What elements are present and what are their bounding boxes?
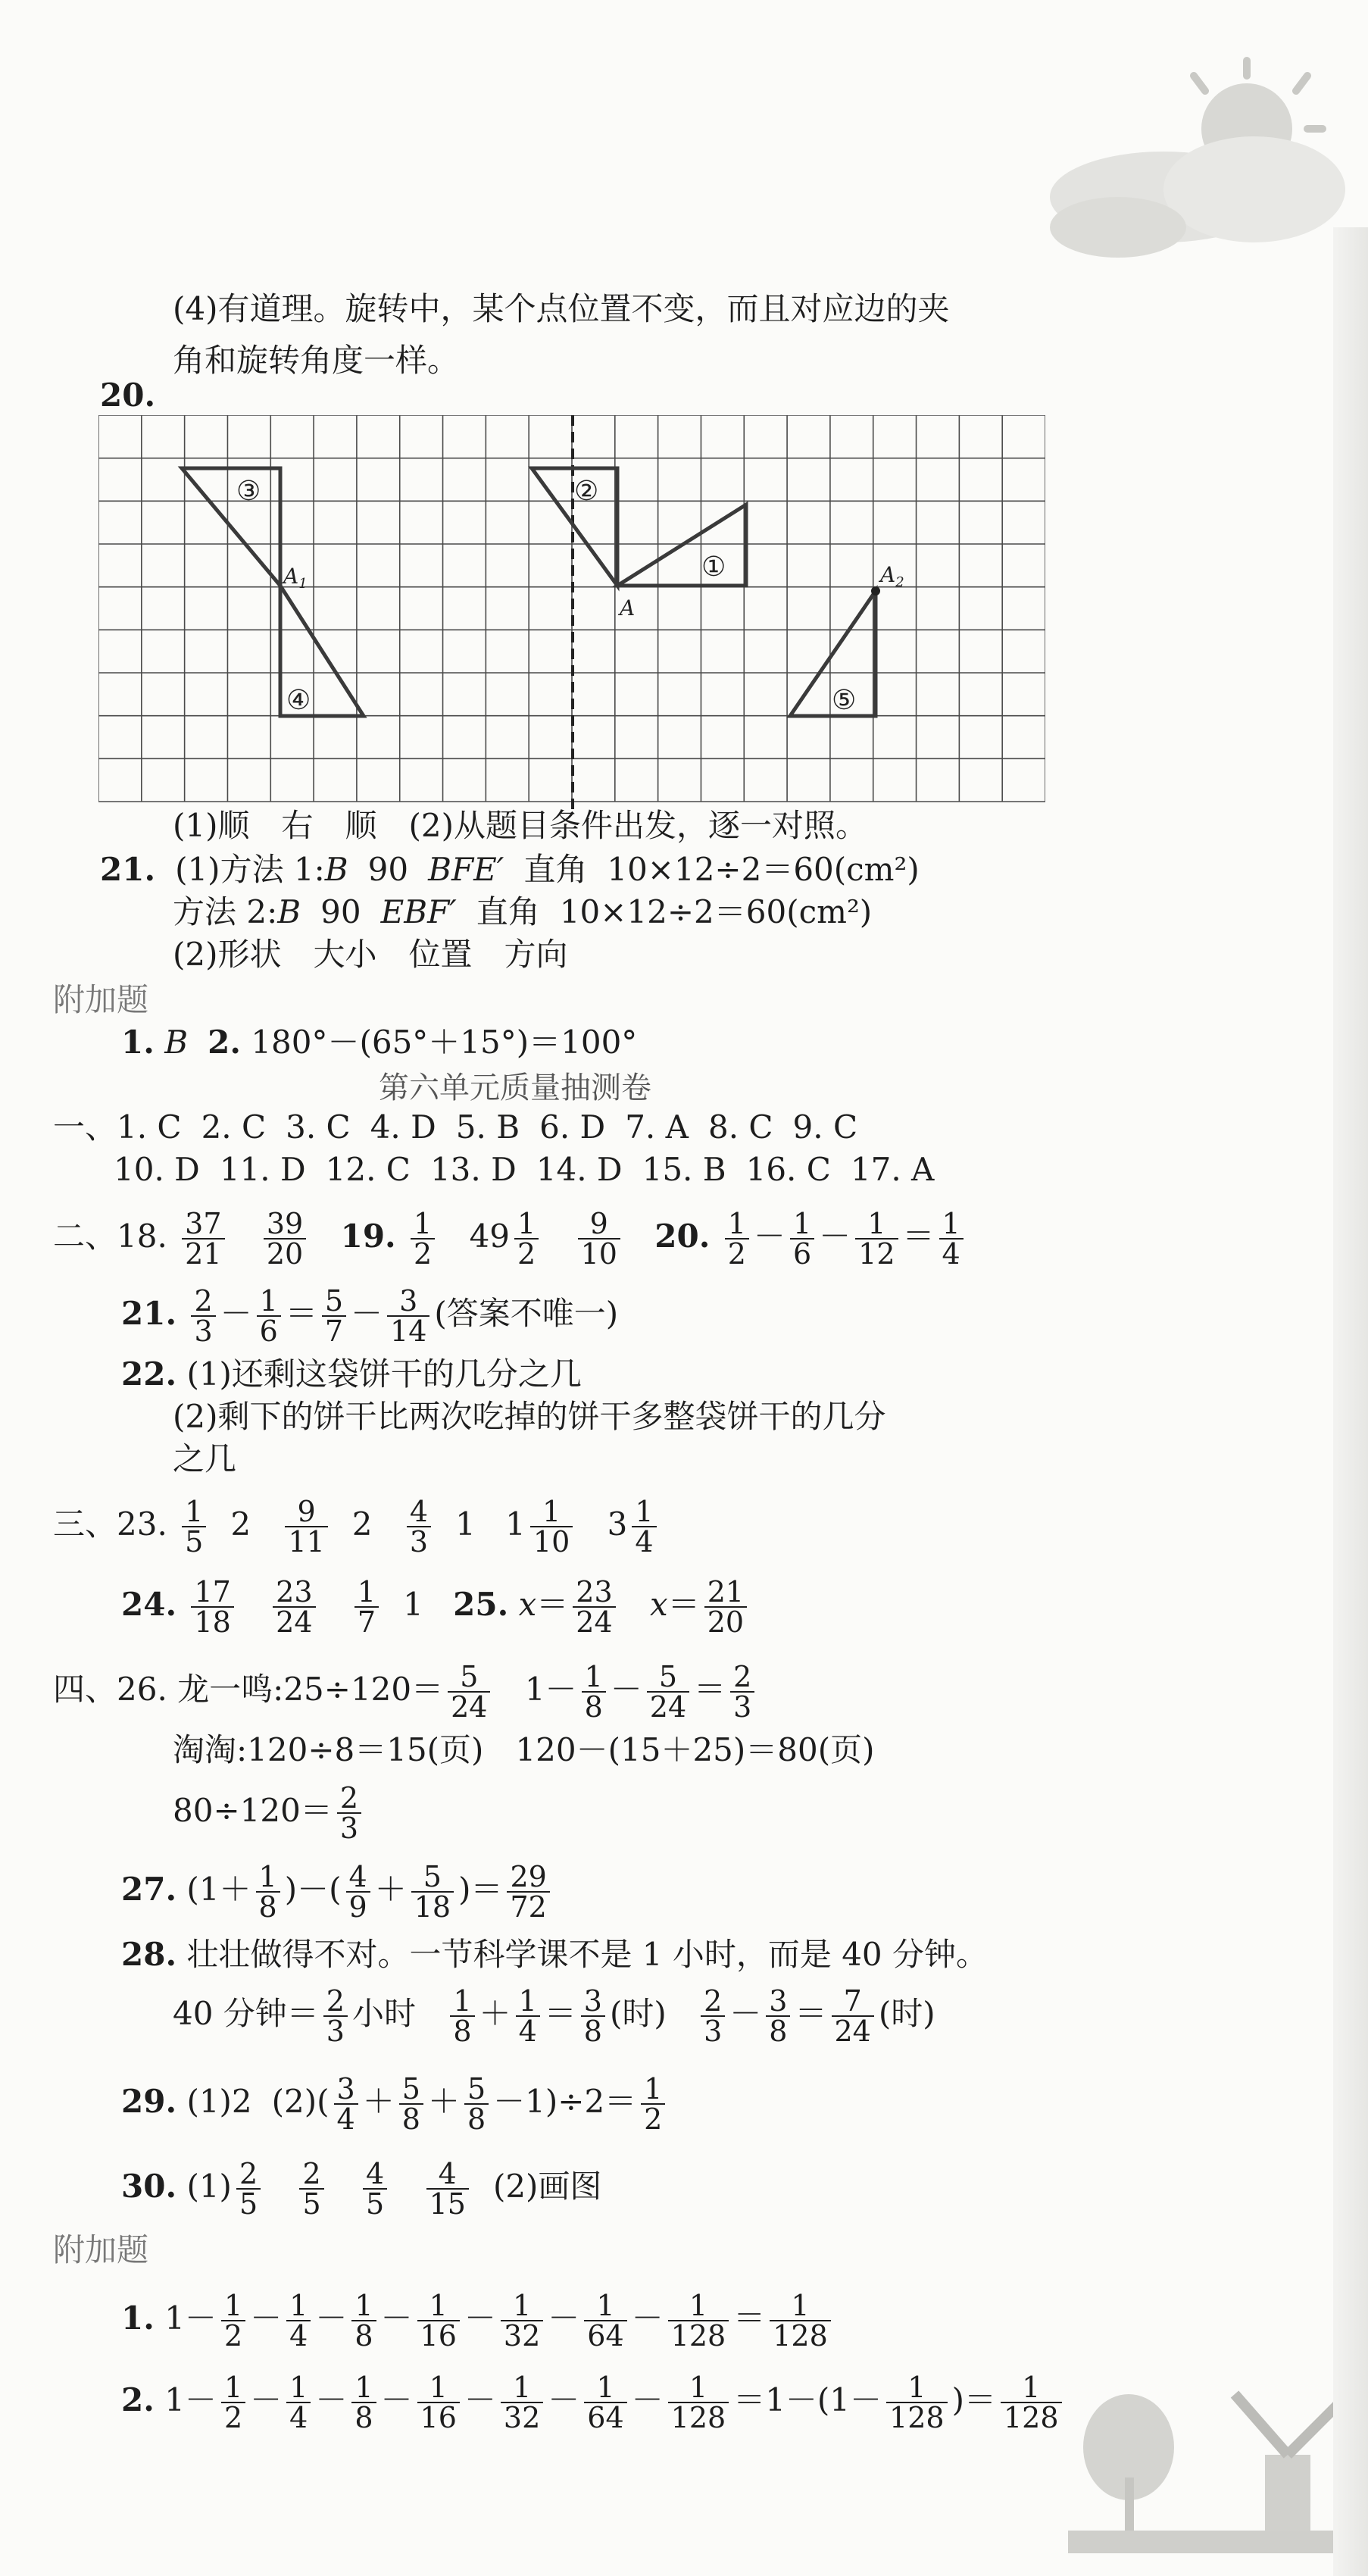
extra-heading-1: 附加题: [53, 981, 149, 1018]
answer-21-s2: 21. $\frac{2}{3}$ － $\frac{1}{6}$ ＝ $\frac{5}{7}$ － $\frac{3}{14}$ (答案不唯一): [121, 1284, 619, 1348]
answer-20: (1)顺 右 顺 (2)从题目条件出发，逐一对照。: [173, 807, 867, 844]
answer-21-part2: (2)形状 大小 位置 方向: [173, 936, 568, 973]
fraction: $\frac{1}{2}$: [411, 1209, 435, 1268]
answer-19-4-line1: (4)有道理。旋转中，某个点位置不变，而且对应边的夹: [173, 290, 950, 327]
answer-29: 29. (1)2 (2)( $\frac{3}{4}$ ＋ $\frac{5}{8}$ ＋ $\frac{5}{8}$ －1)÷2＝ $\frac{1}{2}$: [121, 2064, 670, 2140]
answers-24-25: 24. $\frac{17}{18}$ $\frac{23}{24}$ $\frac{1}{7}$ 1 25. x＝ $\frac{23}{24}$ x＝ $\frac{21}{20}$: [121, 1567, 751, 1643]
triangle-1: [617, 505, 746, 586]
rotation-grid-figure: [98, 415, 1045, 809]
label-a1: $A_1$: [283, 564, 308, 592]
answer-26-line1: 四、26. 龙一鸣:25÷120＝ $\frac{5}{24}$ 1－ $\frac{1}{8}$ － $\frac{5}{24}$ ＝ $\frac{2}{3}$: [53, 1652, 759, 1727]
point-a2: [871, 586, 880, 596]
right-margin-shadow: [1333, 227, 1368, 2576]
extra-2-answer-2: 2. 1－ $\frac{1}{2}$ － $\frac{1}{4}$ － $\frac{1}{8}$ － $\frac{1}{16}$ － $\frac{1}{32}$ － $\frac{1}{64}$ － $\frac{1}{128}$ ＝1－(1－ $\frac{1}{128}$ )＝ $\frac{1}{128}$: [121, 2362, 1067, 2438]
answers-23: 三、23. $\frac{1}{5}$ 2 $\frac{9}{11}$ 2 $\frac{4}{3}$ 1 1 $\frac{1}{10}$ 3 $\frac{1}{4}$: [53, 1487, 661, 1562]
answer-22-line1: 22. (1)还剩这袋饼干的几分之几: [121, 1355, 582, 1393]
answer-19-4-line2: 角和旋转角度一样。: [173, 342, 460, 379]
label-a: A: [620, 596, 636, 621]
unit-title: 第六单元质量抽测卷: [379, 1071, 651, 1105]
sun-cloud-decoration: [1050, 45, 1368, 288]
extra-2-answer-1: 1. 1－ $\frac{1}{2}$ － $\frac{1}{4}$ － $\frac{1}{8}$ － $\frac{1}{16}$ － $\frac{1}{32}$ － $\frac{1}{64}$ － $\frac{1}{128}$ ＝ $\frac{1}{128}$: [121, 2281, 835, 2356]
label-circle-3: ③: [236, 476, 261, 507]
answer-21-method1: 21. (1)方法 1:B 90 BFE′ 直角 10×12÷2＝60(cm²): [100, 851, 920, 888]
answer-26-line2: 淘淘:120÷8＝15(页) 120－(15＋25)＝80(页): [173, 1731, 875, 1768]
windmill-decoration: [1068, 2364, 1356, 2553]
extra-1-answers: 1. B 2. 180°－(65°＋15°)＝100°: [121, 1024, 638, 1061]
fraction: $\frac{37}{21}$: [182, 1209, 224, 1268]
fraction: $\frac{39}{20}$: [264, 1209, 306, 1268]
answer-28-line2: 40 分钟＝ $\frac{2}{3}$ 小时 $\frac{1}{8}$ ＋ $\frac{1}{4}$ ＝ $\frac{3}{8}$ (时) $\frac{2}{3}$ － $\frac{3}{8}$ ＝ $\frac{7}{24}$ (时): [173, 1984, 935, 2048]
label-circle-4: ④: [286, 685, 311, 716]
triangle-3: [182, 468, 280, 586]
label-circle-2: ②: [574, 476, 599, 507]
answers-18-20: 二、18. $\frac{37}{21}$ $\frac{39}{20}$ 19. $\frac{1}{2}$ 49 $\frac{1}{2}$ $\frac{9}{10}$ 20. $\frac{1}{2}$ － $\frac{1}{6}$ － $\frac{1}{12}$ ＝ $\frac{1}{4}$: [53, 1199, 968, 1274]
mc-row-2: 10. D 11. D 12. C 13. D 14. D 15. B 16. C 17. A: [114, 1151, 935, 1188]
answer-22-line3: 之几: [173, 1440, 237, 1477]
answer-21-method2: 方法 2:B 90 EBF′ 直角 10×12÷2＝60(cm²): [173, 893, 873, 930]
label-circle-1: ①: [701, 552, 726, 583]
answer-30: 30. (1) $\frac{2}{5}$ $\frac{2}{5}$ $\frac{4}{5}$ $\frac{4}{15}$ (2)画图: [121, 2157, 602, 2221]
answer-26-line3: 80÷120＝ $\frac{2}{3}$: [173, 1773, 366, 1849]
answer-22-line2: (2)剩下的饼干比两次吃掉的饼干多整袋饼干的几分: [173, 1398, 886, 1435]
answer-27: 27. (1＋ $\frac{1}{8}$ )－( $\frac{4}{9}$ ＋ $\frac{5}{18}$ )＝ $\frac{29}{72}$: [121, 1852, 554, 1927]
fraction: $\frac{9}{10}$: [578, 1209, 620, 1268]
answer-28-line1: 28. 壮壮做得不对。一节科学课不是 1 小时，而是 40 分钟。: [121, 1936, 989, 1973]
mc-row-1: 一、1. C 2. C 3. C 4. D 5. B 6. D 7. A 8. C 9. C: [53, 1108, 858, 1146]
label-a2: $A_2$: [880, 562, 904, 590]
fraction: $\frac{1}{2}$: [514, 1209, 539, 1268]
extra-heading-2: 附加题: [53, 2231, 149, 2268]
label-circle-5: ⑤: [832, 685, 857, 716]
question-20-number: 20.: [100, 377, 156, 414]
